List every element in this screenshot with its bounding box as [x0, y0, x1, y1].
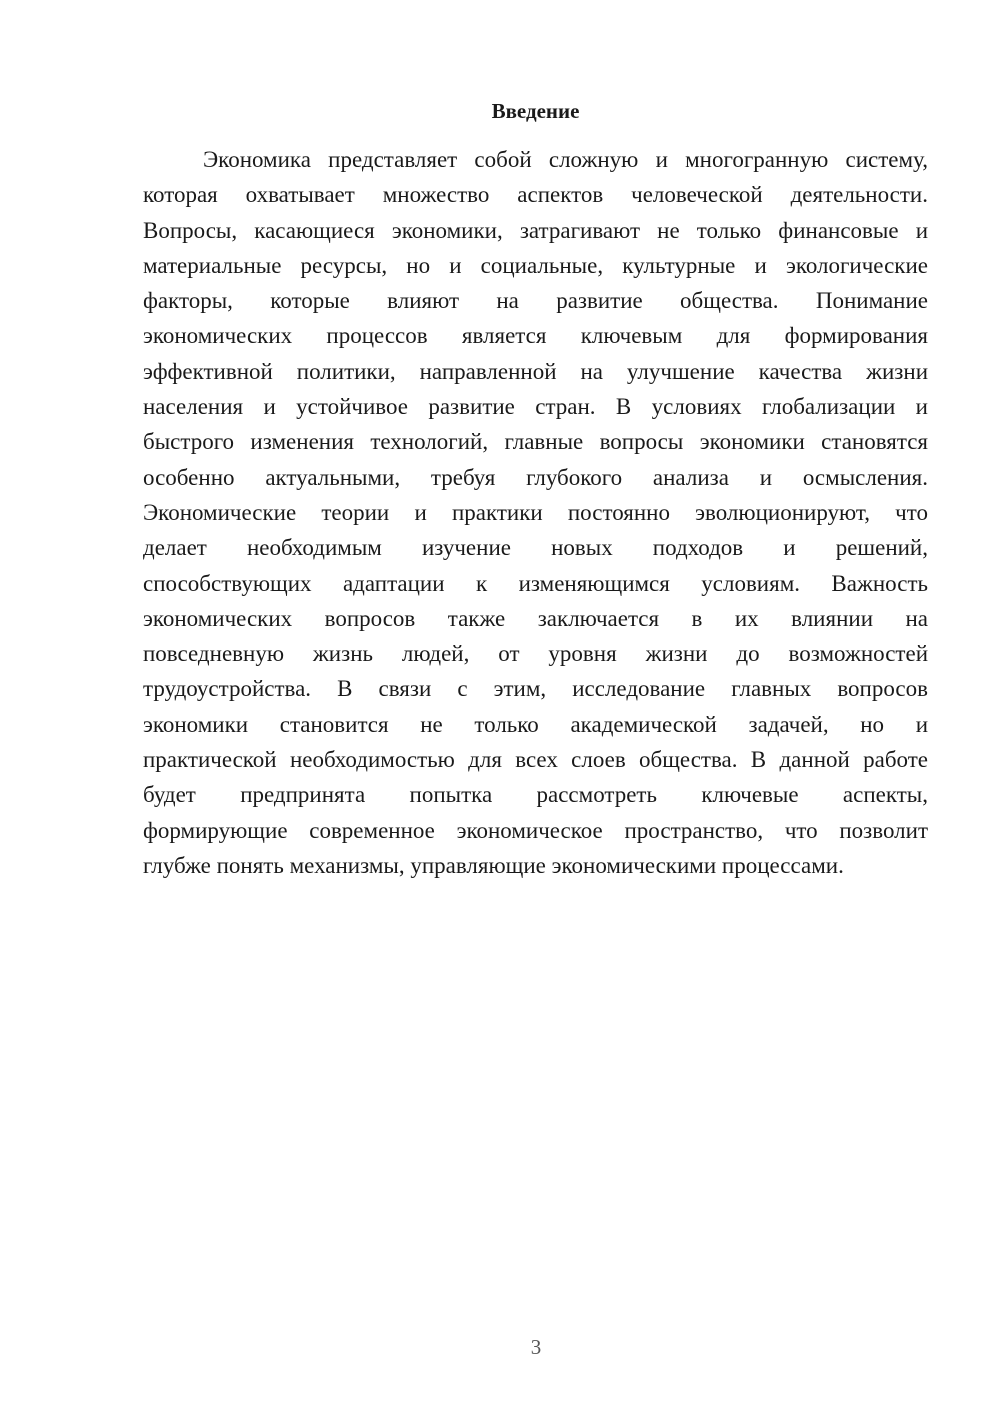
paragraph-line: делает необходимым изучение новых подходов и решений,	[143, 535, 928, 561]
paragraph-line: быстрого изменения технологий, главные вопросы экономики становятся	[143, 429, 928, 455]
paragraph-line: способствующих адаптации к изменяющимся условиям. Важность	[143, 570, 928, 596]
paragraph-line: Экономические теории и практики постоянно эволюционируют, что	[143, 499, 928, 525]
paragraph-line: экономики становится не только академической задачей, но и	[143, 711, 928, 737]
paragraph-line: Вопросы, касающиеся экономики, затрагивают не только финансовые и	[143, 217, 928, 243]
paragraph-line: населения и устойчивое развитие стран. В условиях глобализации и	[143, 394, 928, 420]
paragraph-line: особенно актуальными, требуя глубокого анализа и осмысления.	[143, 464, 928, 490]
paragraph-line: повседневную жизнь людей, от уровня жизни до возможностей	[143, 641, 928, 667]
page-number: 3	[530, 1335, 542, 1359]
section-title: Введение	[491, 99, 580, 123]
paragraph-line: факторы, которые влияют на развитие общества. Понимание	[143, 288, 928, 314]
paragraph-line: экономических вопросов также заключается в их влиянии на	[143, 605, 928, 631]
paragraph-line: экономических процессов является ключевым для формирования	[143, 323, 928, 349]
paragraph-line: будет предпринята попытка рассмотреть ключевые аспекты,	[143, 782, 928, 808]
paragraph-line: которая охватывает множество аспектов человеческой деятельности.	[143, 182, 928, 208]
paragraph-line: эффективной политики, направленной на улучшение качества жизни	[143, 358, 928, 384]
paragraph-line: практической необходимостью для всех слоев общества. В данной работе	[143, 747, 928, 773]
body-paragraph	[143, 142, 928, 883]
paragraph-line: глубже понять механизмы, управляющие экономическими процессами.	[143, 852, 844, 878]
paragraph-line: материальные ресурсы, но и социальные, культурные и экологические	[143, 252, 928, 278]
paragraph-line: формирующие современное экономическое пространство, что позволит	[143, 817, 928, 843]
paragraph-line: трудоустройства. В связи с этим, исследование главных вопросов	[143, 676, 928, 702]
paragraph-line: Экономика представляет собой сложную и многогранную систему,	[203, 147, 928, 172]
